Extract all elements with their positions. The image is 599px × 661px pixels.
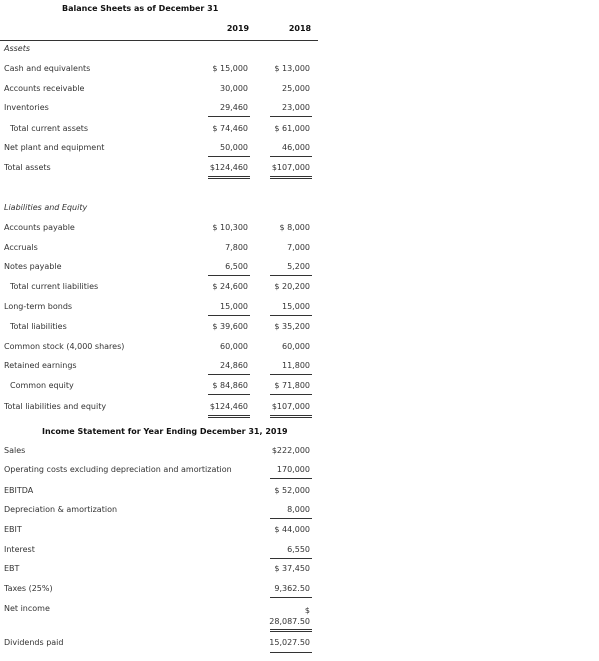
row-label: Dividends paid	[4, 638, 64, 647]
total-rule	[208, 417, 250, 418]
value-2019: $ 24,600	[212, 282, 248, 291]
value-2019: 24,860	[220, 361, 248, 370]
total-rule	[270, 176, 312, 177]
subtotal-rule	[270, 558, 312, 559]
assets-heading: Assets	[4, 44, 31, 53]
value-2019: $ 39,600	[212, 322, 248, 331]
row-label: EBIT	[4, 525, 22, 534]
value-2018: 23,000	[282, 103, 310, 112]
value-2019: $ 74,460	[212, 124, 248, 133]
row-label: Total liabilities	[10, 322, 67, 331]
row-label: Sales	[4, 446, 26, 455]
value-2019: $ 15,000	[212, 64, 248, 73]
value-2019: 30,000	[220, 84, 248, 93]
value-2019: 60,000	[220, 342, 248, 351]
value-2018: $ 13,000	[274, 64, 310, 73]
value-2018: 46,000	[282, 143, 310, 152]
income-value: 170,000	[276, 465, 310, 474]
row-label: EBT	[4, 564, 20, 573]
subtotal-rule	[270, 518, 312, 519]
income-value: 15,027.50	[269, 638, 310, 647]
total-rule	[270, 415, 312, 416]
value-2019: $124,460	[209, 402, 248, 411]
value-2019: 7,800	[225, 243, 248, 252]
subtotal-rule	[208, 116, 250, 117]
income-value: $ 44,000	[274, 525, 310, 534]
subtotal-rule	[270, 315, 312, 316]
subtotal-rule	[270, 116, 312, 117]
header-rule	[0, 40, 318, 41]
total-rule	[208, 415, 250, 416]
row-label: Inventories	[4, 103, 49, 112]
value-2018: 5,200	[287, 262, 310, 271]
value-2019: 6,500	[225, 262, 248, 271]
income-value: 6,550	[287, 545, 310, 554]
income-value: 28,087.50	[269, 617, 310, 626]
total-rule	[270, 629, 312, 630]
total-rule	[270, 631, 312, 632]
subtotal-rule	[208, 156, 250, 157]
value-2018: $ 71,800	[274, 381, 310, 390]
subtotal-rule	[270, 275, 312, 276]
subtotal-rule	[208, 275, 250, 276]
value-2018: $ 35,200	[274, 322, 310, 331]
row-label: EBITDA	[4, 486, 34, 495]
value-2019: $ 84,860	[212, 381, 248, 390]
total-rule	[208, 176, 250, 177]
subtotal-rule	[270, 394, 312, 395]
row-label: Accounts receivable	[4, 84, 85, 93]
income-value: 8,000	[287, 505, 310, 514]
value-2019: 50,000	[220, 143, 248, 152]
year-header-2019: 2019	[226, 24, 250, 33]
value-2018: $ 8,000	[279, 223, 310, 232]
row-label: Total assets	[4, 163, 51, 172]
value-2018: 25,000	[282, 84, 310, 93]
subtotal-rule	[270, 597, 312, 598]
income-value: 9,362.50	[274, 584, 310, 593]
subtotal-rule	[208, 315, 250, 316]
total-rule	[208, 178, 250, 179]
value-2019: $124,460	[209, 163, 248, 172]
row-label: Accounts payable	[4, 223, 75, 232]
income-value: $222,000	[271, 446, 310, 455]
row-label: Notes payable	[4, 262, 62, 271]
row-label: Common equity	[10, 381, 74, 390]
subtotal-rule	[270, 478, 312, 479]
income-value: $ 37,450	[274, 564, 310, 573]
row-label: Total current assets	[10, 124, 89, 133]
row-label: Long-term bonds	[4, 302, 73, 311]
row-label: Retained earnings	[4, 361, 77, 370]
row-label: Cash and equivalents	[4, 64, 91, 73]
year-header-2018: 2018	[288, 24, 312, 33]
row-label: Total current liabilities	[10, 282, 99, 291]
row-label: Common stock (4,000 shares)	[4, 342, 125, 351]
row-label: Net income	[4, 604, 50, 613]
subtotal-rule	[208, 374, 250, 375]
subtotal-rule	[270, 652, 312, 653]
row-label: Interest	[4, 545, 35, 554]
value-2018: 15,000	[282, 302, 310, 311]
subtotal-rule	[270, 156, 312, 157]
value-2018: $107,000	[271, 402, 310, 411]
value-2018: 60,000	[282, 342, 310, 351]
value-2018: 11,800	[282, 361, 310, 370]
total-rule	[270, 178, 312, 179]
value-2018: $ 20,200	[274, 282, 310, 291]
subtotal-rule	[208, 394, 250, 395]
row-label: Total liabilities and equity	[4, 402, 107, 411]
income-statement-title: Income Statement for Year Ending December 31, 2019	[42, 427, 288, 436]
value-2018: $107,000	[271, 163, 310, 172]
value-2019: 15,000	[220, 302, 248, 311]
subtotal-rule	[270, 374, 312, 375]
value-2019: $ 10,300	[212, 223, 248, 232]
row-label: Accruals	[4, 243, 38, 252]
value-2018: 7,000	[287, 243, 310, 252]
row-label: Net plant and equipment	[4, 143, 105, 152]
income-value-currency: $	[304, 606, 310, 615]
row-label: Depreciation & amortization	[4, 505, 118, 514]
row-label: Operating costs excluding depreciation and amortization	[4, 465, 232, 474]
balance-sheet-title: Balance Sheets as of December 31	[62, 4, 219, 13]
total-rule	[270, 417, 312, 418]
value-2019: 29,460	[220, 103, 248, 112]
income-value: $ 52,000	[274, 486, 310, 495]
value-2018: $ 61,000	[274, 124, 310, 133]
row-label: Taxes (25%)	[4, 584, 53, 593]
liabilities-heading: Liabilities and Equity	[4, 203, 88, 212]
